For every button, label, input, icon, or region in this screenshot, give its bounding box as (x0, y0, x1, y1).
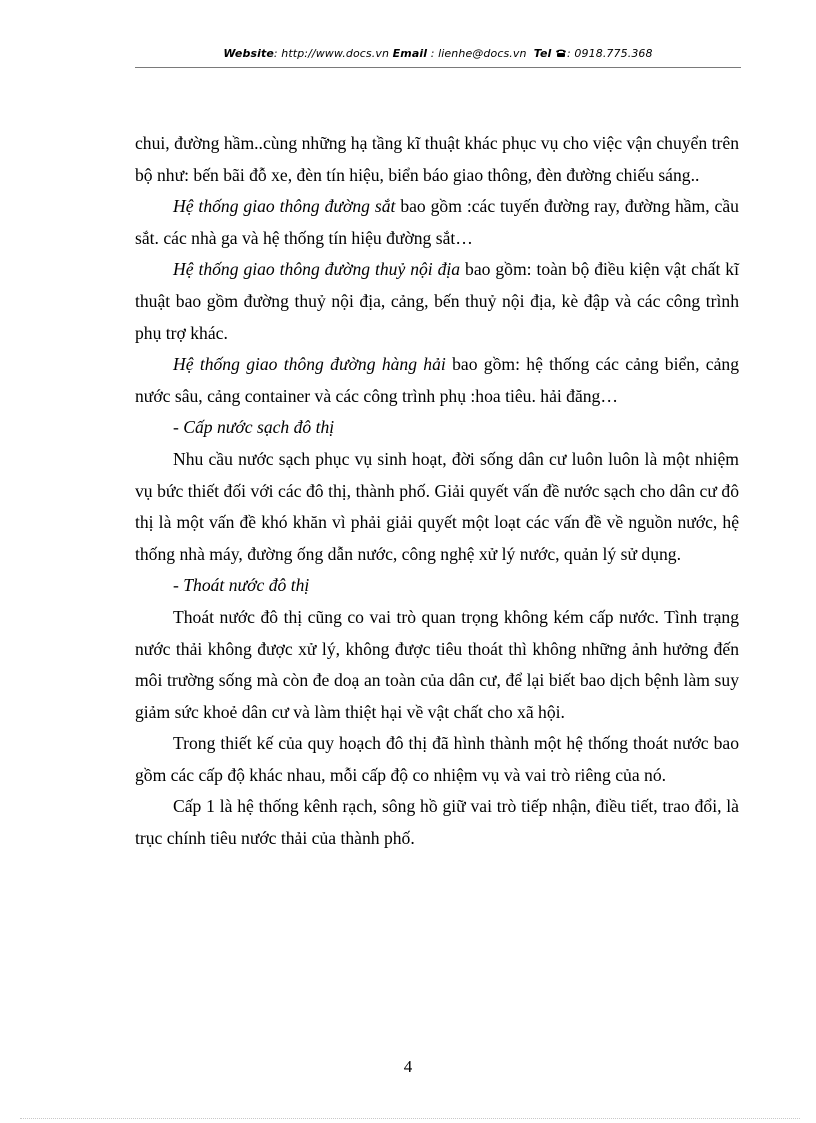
inland-waterway-term: Hệ thống giao thông đường thuỷ nội địa (173, 259, 461, 280)
paragraph-water-supply: Nhu cầu nước sạch phục vụ sinh hoạt, đời sống dân cư luôn luôn là một nhiệm vụ bức thiết đối với các đô thị, thành phố. Giải quyết vấn đề nước sạch cho dân cư đô thị là một vấn đề khó khăn vì phải giải quyết một loạt các vấn đề về nguồn nước, hệ thống nhà máy, đường ống dẫn nước, công nghệ xử lý nước, quản lý sử dụng. (135, 448, 739, 564)
tel-label: Tel (533, 47, 552, 60)
inland-waterway-text: bao gồm: toàn bộ điều kiện vật chất kĩ thuật bao gồm đường thuỷ nội địa, cảng, bến thuỷ nội địa, kè đập và các công trình phụ trợ khác. (135, 259, 739, 343)
paragraph-road-infrastructure: chui, đường hầm..cùng những hạ tầng kĩ thuật khác phục vụ cho việc vận chuyển trên bộ như: bến bãi đỗ xe, đèn tín hiệu, biển báo giao thông, đèn đường chiếu sáng.. (135, 133, 739, 185)
website-label: Website (223, 47, 274, 60)
document-body (135, 128, 739, 855)
section-heading-water-supply: - Cấp nước sạch đô thị (173, 417, 335, 438)
paragraph-drainage-design: Trong thiết kế của quy hoạch đô thị đã hình thành một hệ thống thoát nước bao gồm các cấp độ khác nhau, mỗi cấp độ co nhiệm vụ và vai trò riêng của nó. (135, 733, 739, 785)
paragraph-inland-waterway (135, 254, 739, 349)
railway-term: Hệ thống giao thông đường sắt (173, 196, 396, 217)
page-header (135, 47, 741, 61)
tel-value: : 0918.775.368 (567, 47, 653, 60)
phone-icon (555, 48, 567, 61)
email-label: Email (392, 47, 428, 60)
maritime-term: Hệ thống giao thông đường hàng hải (173, 354, 446, 375)
website-value: : http://www.docs.vn (273, 47, 390, 60)
page-number: 4 (403, 1057, 413, 1076)
paragraph-railway (135, 191, 739, 254)
paragraph-maritime (135, 349, 739, 412)
page-bottom-border (20, 1118, 800, 1119)
paragraph-level-1: Cấp 1 là hệ thống kênh rạch, sông hồ giữ vai trò tiếp nhận, điều tiết, trao đổi, là trục chính tiêu nước thải của thành phố. (135, 796, 739, 849)
section-heading-drainage: - Thoát nước đô thị (173, 575, 310, 596)
email-value: : lienhe@docs.vn (430, 47, 527, 60)
header-divider (135, 67, 741, 68)
maritime-text: bao gồm: hệ thống các cảng biển, cảng nước sâu, cảng container và các công trình phụ :hoa tiêu. hải đăng… (135, 354, 739, 406)
paragraph-drainage: Thoát nước đô thị cũng co vai trò quan trọng không kém cấp nước. Tình trạng nước thải không được xử lý, không được tiêu thoát thì không những ảnh hưởng đến môi trường sống mà còn đe doạ an toàn của dân cư, để lại biết bao dịch bệnh làm suy giảm sức khoẻ dân cư và làm thiệt hại về vật chất cho xã hội. (135, 606, 739, 722)
railway-text: bao gồm :các tuyến đường ray, đường hầm, cầu sắt. các nhà ga và hệ thống tín hiệu đường sắt… (135, 196, 739, 248)
